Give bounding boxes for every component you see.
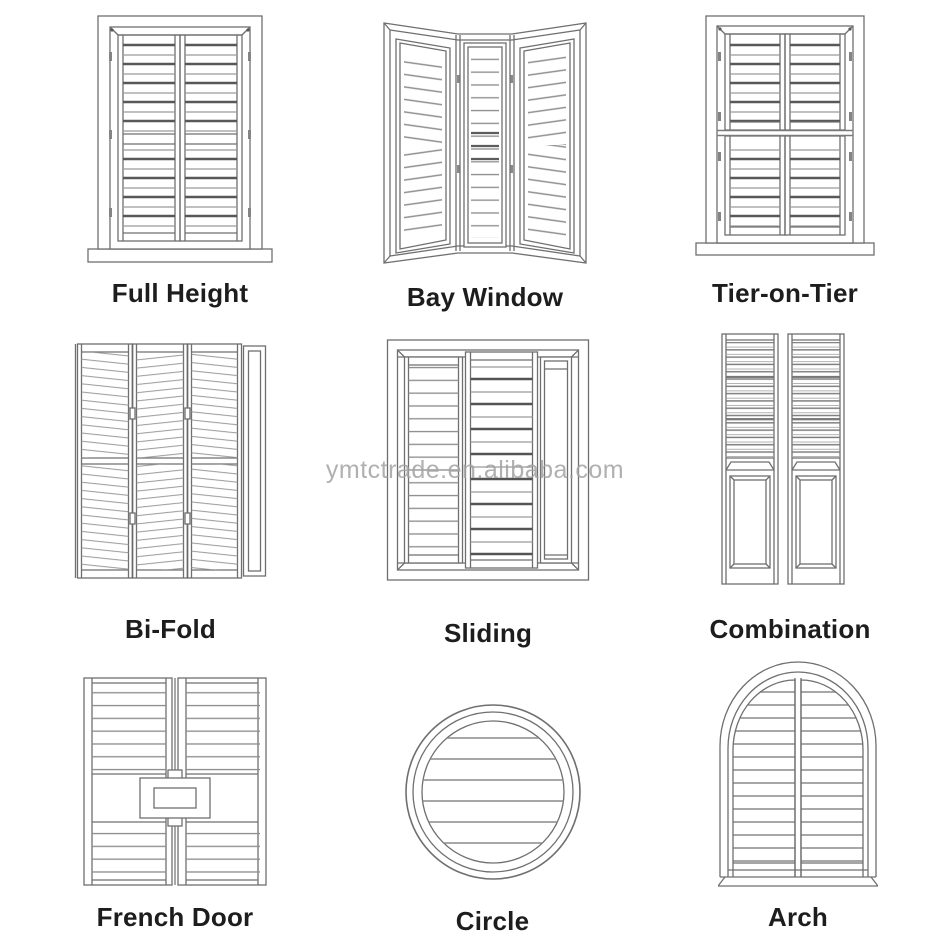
figure-tier-on-tier: [680, 12, 890, 308]
figure-bi-fold: [68, 338, 273, 644]
watermark: ymtctrade.en.alibaba.com: [325, 456, 625, 484]
figure-full-height: [75, 12, 285, 308]
tier-on-tier-shutter-illustration: [695, 12, 875, 257]
full-height-shutter-illustration: [85, 12, 275, 267]
figure-label-bi-fold: Bi-Fold: [125, 614, 216, 644]
figure-label-full-height: Full Height: [111, 278, 249, 308]
bay-window-shutter-illustration: [380, 15, 590, 265]
figure-bay-window: [375, 15, 595, 312]
figure-label-circle: Circle: [455, 906, 530, 936]
figure-label-tier-on-tier: Tier-on-Tier: [712, 278, 858, 308]
french-door-shutter-illustration: [80, 674, 270, 889]
figure-circle: [395, 702, 590, 936]
figure-label-combination: Combination: [709, 614, 871, 644]
figure-label-french-door: French Door: [96, 902, 254, 932]
figure-arch: [700, 650, 896, 932]
bi-fold-shutter-illustration: [73, 338, 268, 583]
figure-label-bay-window: Bay Window: [406, 282, 564, 312]
figure-sliding: [378, 336, 598, 648]
combination-shutter-illustration: [715, 330, 865, 588]
arch-shutter-illustration: [718, 650, 878, 890]
door-lock-block: [140, 770, 210, 826]
figure-label-arch: Arch: [767, 902, 829, 932]
circle-shutter-illustration: [403, 702, 583, 882]
figure-combination: [692, 330, 888, 644]
figure-label-sliding: Sliding: [443, 618, 533, 648]
figure-french-door: [72, 674, 278, 932]
